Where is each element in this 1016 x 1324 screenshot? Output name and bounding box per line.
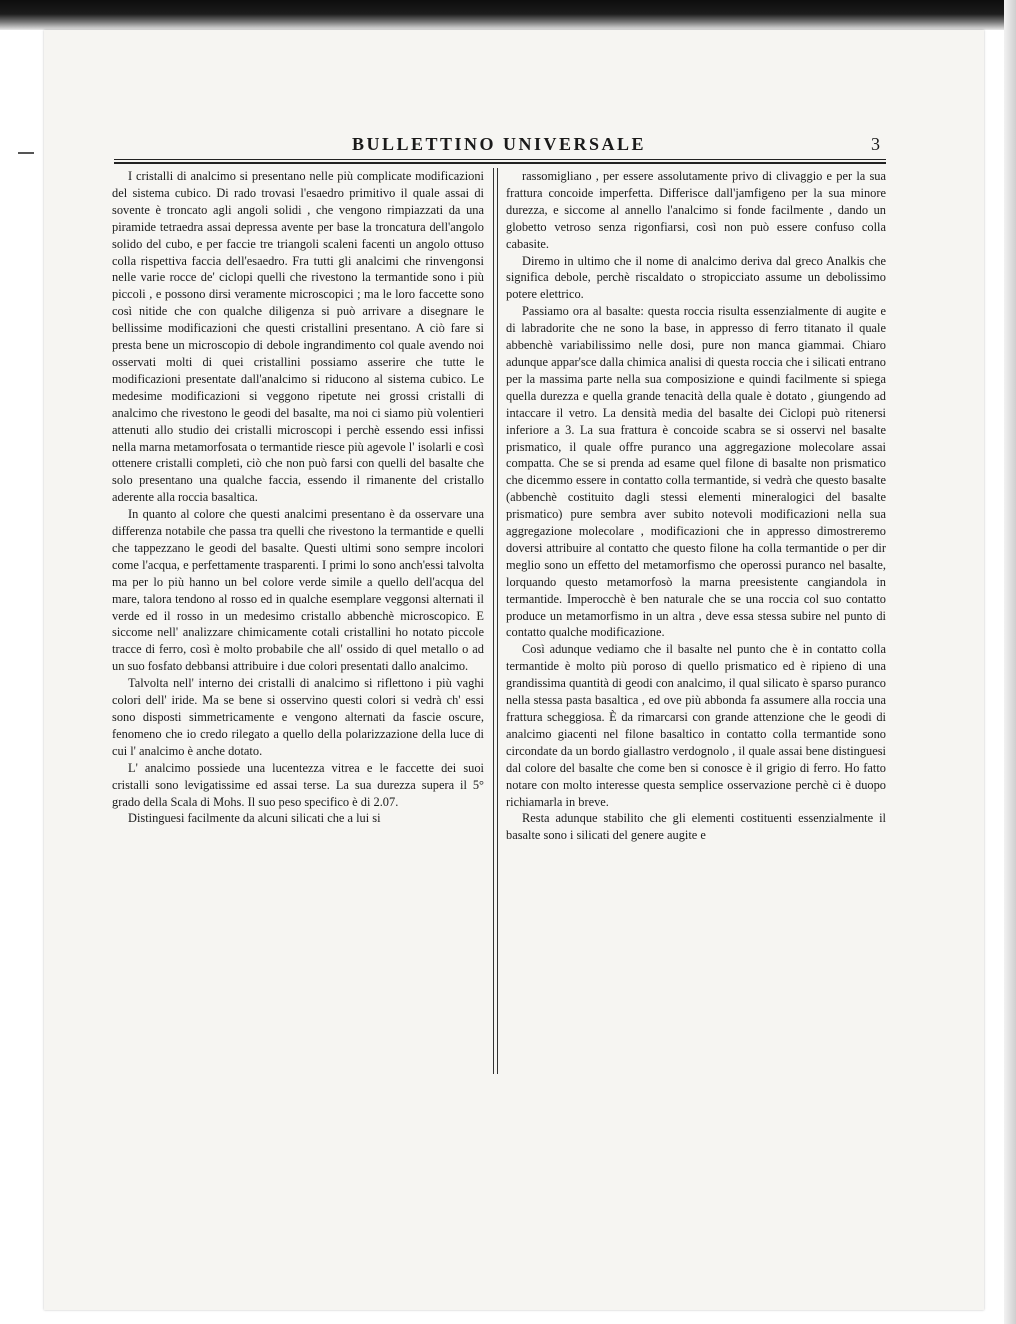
scan-dark-border [0, 0, 1016, 30]
page-header [114, 134, 884, 158]
paragraph: Così adunque vediamo che il basalte nel punto che è in contatto colla termantide è molto più poroso di quello prismatico ed è ripieno di una grandissima quantità di geodi con analcimo, il qual silicato è sparso puranco nella stessa pasta basaltica , ed ove più abbonda fa assumere alla roccia una frattura scheggiosa. È da rimarcarsi con grande attenzione che le geodi di analcimo giacenti nel filone basaltico in contatto colla termantide sono circondate da un bordo giallastro verdognolo , il quale assai bene distinguesi dal colore del basalte che come ben si conosce è il grigio di ferro. Ho fatto notare con molto interesse questa semplice osservazione perchè ci è duopo richiamarla in breve. [506, 642, 886, 809]
paragraph: rassomigliano , per essere assolutamente privo di clivaggio e per la sua frattura concoide imperfetta. Differisce dall'jamfigeno per la sua minore durezza, e siccome al annello l'analcimo si fonde facilmente , dando un globetto vetroso senza rigonfiarsi, così non può essere confuso colla cabasite. [506, 169, 886, 251]
paragraph: I cristalli di analcimo si presentano nelle più complicate modificazioni del sistema cubico. Di rado trovasi l'esaedro primitivo il quale assai di sovente è troncato agli angoli solidi , che vengono rimpiazzati da una piramide tetraedra assai depressa avente per base la troncatura dell'angolo solido del cubo, e per faccie tre triangoli scaleni facenti un angolo ottuso colla rispettiva faccia dell'esaedro. Fra tutti gli analcimi che rinvengonsi nelle varie rocce de' ciclopi quelli che rivestono la termantide sono i più piccoli , e possono dirsi veramente microscopici ; ma le loro faccette sono così nitide che con qualche diligenza si può arrivare a disegnare le bellissime modificazioni che questi cristallini presentano. A ciò fare si presta bene un microscopio di debole ingrandimento col quale avendo noi osservati molti di quei cristallini possiamo asserire che tutte le modificazioni presentate dall'analcimo si riducono al sistema cubico. Le medesime modificazioni si veggono ripetute nei grossi cristalli di analcimo che rivestono le geodi del basalte, ma noi ci siamo più volentieri attenuti allo studio dei cristalli microscopi i perchè essendo essi infissi nella marna metamorfosata o termantide riesce più agevole l' isolarli e così ottenere cristalli completi, ciò che non può farsi con quelli del basalte che solo presentano una qualche faccia, essendo il rimanente del cristallo aderente alla roccia basaltica. [112, 169, 484, 505]
right-column [506, 168, 886, 844]
paragraph: In quanto al colore che questi analcimi presentano è da osservare una differenza notabile che passa tra quelli che rivestono la termantide e quelli che tappezzano le geodi del basalte. Questi ultimi sono sempre incolori come l'acqua, e perfettamente trasparenti. I primi lo sono anch'essi talvolta ma per lo più hanno un bel colore verde simile a quello dell'acqua del mare, talora tendono al rosso ed in qualche esemplare veggonsi alternati il verde ed il rosso in un medesimo cristallo abbenchè microscopico. E siccome nell' analizzare chimicamente cotali cristallini ho notato piccole tracce di ferro, così è molto probabile che all' ossido di quel metallo o ad un suo fosfato debbansi attribuire i due colori presentati dallo analcimo. [112, 507, 484, 674]
paragraph: Diremo in ultimo che il nome di analcimo deriva dal greco Analkis che significa debole, perchè riscaldato o stropicciato assume un debolissimo potere elettrico. [506, 253, 886, 302]
paragraph: Distinguesi facilmente da alcuni silicati che a lui si [128, 811, 381, 826]
page-number: 3 [871, 134, 880, 154]
paragraph: Talvolta nell' interno dei cristalli di analcimo si riflettono i più vaghi colori dell' iride. Ma se bene si osservino questi colori si vedrà ch' essi sono disposti simmetricamente e vengono alternati da fascie oscure, fenomeno che io credo rilegato a quello della polarizzazione della luce di cui l' analcimo è anche dotato. [112, 676, 484, 758]
scan-right-edge [1004, 0, 1016, 1324]
header-rule-thin [114, 159, 886, 160]
column-divider [493, 168, 498, 1074]
paragraph: Passiamo ora al basalte: questa roccia risulta essenzialmente di augite e di labradorite che ne sono la base, in appresso di ferro titanato il quale abbenchè variabilissimo nelle dosi, pure non manca giammai. Chiaro adunque appar'sce dalla chimica analisi di questa roccia che i silicati entrano per la massima parte nella sua composizione e quindi facilmente si spiega quella durezza e quella grande tenacità della quale è dotato , giungendo ad intaccare il vetro. La densità media del basalte dei Ciclopi può ritenersi inferiore a 3. La sua frattura è concoide scabra se si osservi nel basalte prismatico, il quale offre puranco una aggregazione molecolare assai compatta. Che se si prenda ad esame quel filone di basalte non prismatico che dicemmo essere in contatto colla termantide, si vedrà che questo basalte (abbenchè costituito dagli stessi elementi mineralogici del basalte prismatico) pure sembra aver subito notevoli modificazioni nella sua aggregazione molecolare , modificazioni che in appresso dimostreremo doversi attribuire al contatto che questo filone ha colla termantide o per dir meglio sono un effetto del metamorfismo che operossi puranco nel basalte, lorquando questo metamorfosò la marna preesistente cangiandola in termantide. Imperocchè è ben naturale che se una roccia col suo contatto produce un metamorfismo in un altra , deve essa stessa subire nel punto di contatto qualche modificazione. [506, 304, 886, 640]
paragraph: L' analcimo possiede una lucentezza vitrea e le faccette dei suoi cristalli sono levigatissime ed assai terse. La sua durezza supera il 5° grado della Scala di Mohs. Il suo peso specifico è di 2.07. [112, 760, 484, 809]
margin-mark [18, 152, 34, 154]
paragraph: Resta adunque stabilito che gli elementi costituenti essenzialmente il basalte sono i silicati del genere augite e [506, 811, 886, 843]
left-column [112, 168, 484, 827]
running-title: BULLETTINO UNIVERSALE [351, 134, 647, 154]
header-rule-thick [114, 162, 886, 164]
